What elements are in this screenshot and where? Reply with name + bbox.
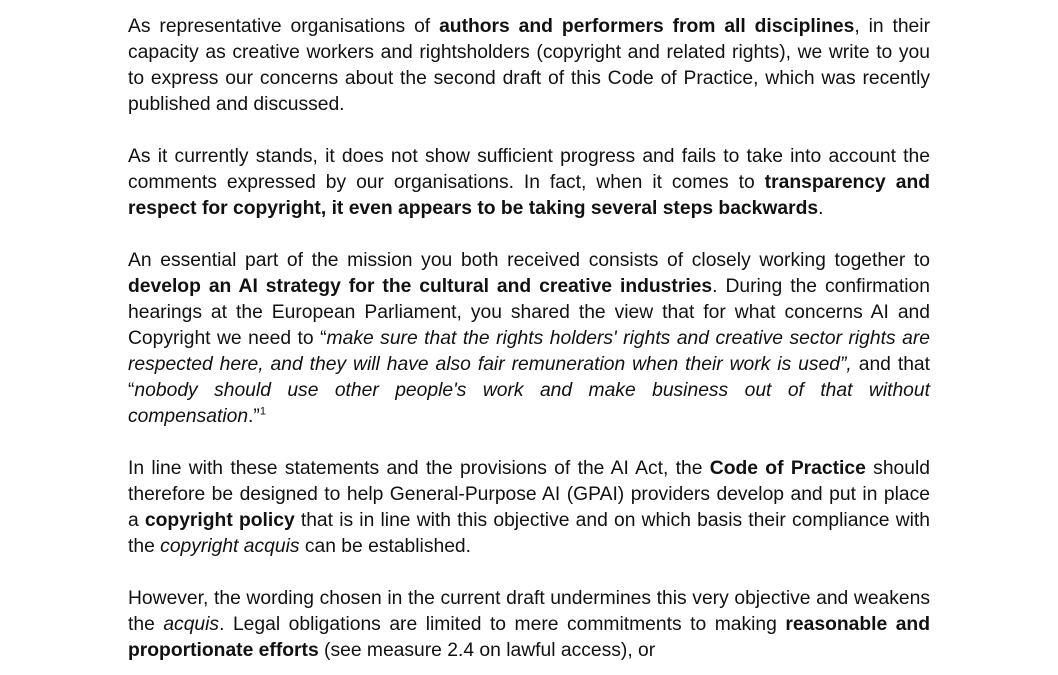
paragraph-wording [128, 586, 930, 664]
bold-run: transparency and respect for copyright, it even appears to be taking several steps backwards [128, 172, 930, 219]
text-run: .” [248, 406, 260, 427]
paragraph-code-of-practice [128, 456, 930, 560]
letter-body [128, 14, 930, 675]
text-run: should therefore be designed to help General-Purpose AI (GPAI) providers develop and put in place a [128, 458, 930, 531]
text-run: can be established. [299, 536, 472, 557]
bold-run: copyright policy [144, 510, 295, 531]
italic-quote: nobody should use other people's work and make business out of that without compensation [128, 380, 930, 427]
paragraph-progress [128, 144, 930, 222]
text-run: As representative organisations of [128, 16, 440, 37]
text-run: and that “ [128, 354, 930, 401]
text-run: An essential part of the mission you both received consists of closely working together to [128, 250, 930, 271]
footnote-marker[interactable]: 1 [259, 405, 266, 418]
bold-run: Code of Practice [709, 458, 866, 479]
italic-quote: make sure that the rights holders' rights and creative sector rights are respected here, and they will have also fair remuneration when their work is used”, [128, 328, 930, 375]
italic-run: copyright acquis [160, 536, 300, 557]
text-run: . [818, 198, 824, 219]
paragraph-intro [128, 14, 930, 118]
italic-run: acquis [163, 614, 220, 635]
text-run: that is in line with this objective and on which basis their compliance with the [128, 510, 930, 557]
bold-run: authors and performers from all disciplines [439, 16, 855, 37]
paragraph-mission [128, 248, 930, 430]
text-run: , in their capacity as creative workers and rightsholders (copyright and related rights), we write to you to express our concerns about the second draft of this Code of Practice, which was recently published and discussed. [128, 16, 930, 115]
text-run: In line with these statements and the provisions of the AI Act, the [128, 458, 710, 479]
text-run: As it currently stands, it does not show sufficient progress and fails to take into account the comments expressed by our organisations. In fact, when it comes to [128, 146, 930, 193]
text-run: . During the confirmation hearings at the European Parliament, you shared the view that for what concerns AI and Copyright we need to “ [128, 276, 930, 349]
text-run: However, the wording chosen in the current draft undermines this very objective and weakens the [128, 588, 930, 635]
bold-run: reasonable and proportionate efforts [128, 614, 930, 661]
bold-run: develop an AI strategy for the cultural and creative industries [128, 276, 713, 297]
text-run: . Legal obligations are limited to mere commitments to making [219, 614, 786, 635]
text-run: (see measure 2.4 on lawful access), or [318, 640, 656, 661]
